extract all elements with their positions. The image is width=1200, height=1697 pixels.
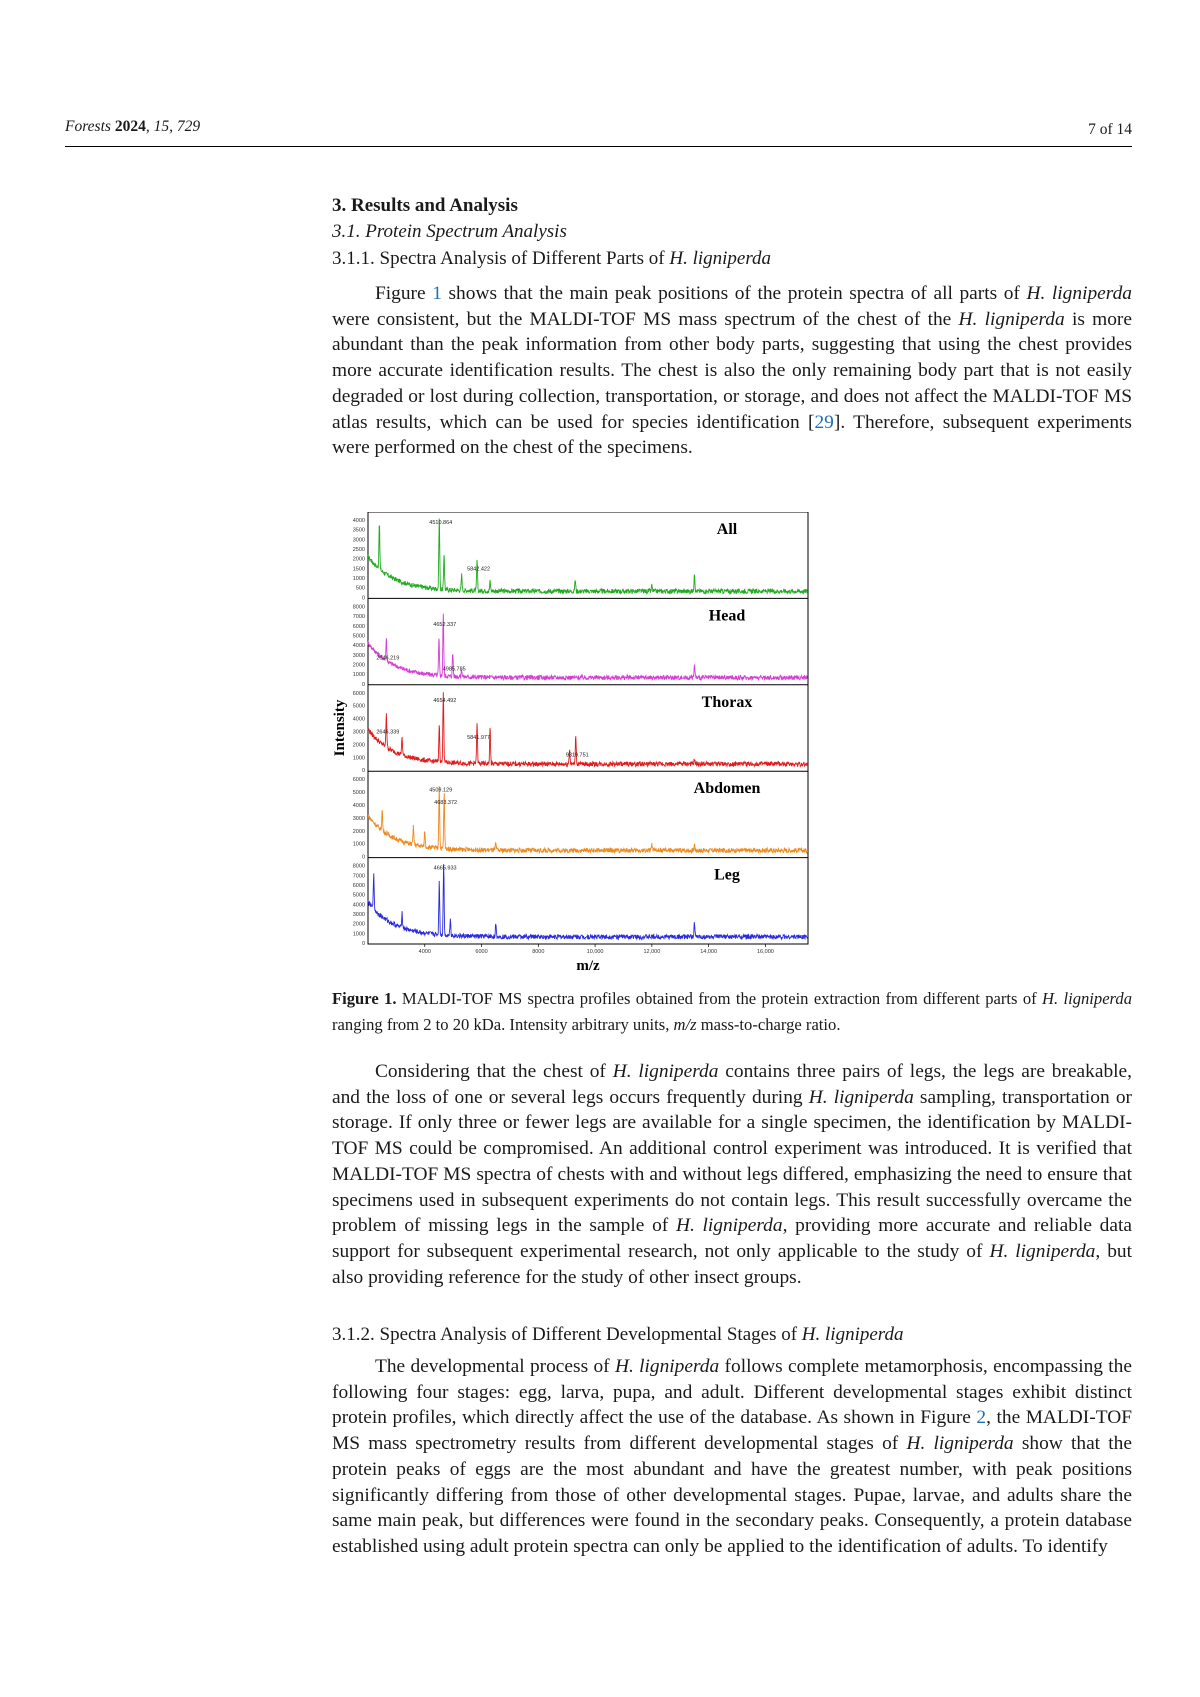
panel-label: All <box>716 521 738 538</box>
species-name: H. ligniperda <box>958 308 1065 330</box>
y-tick-label: 0 <box>361 595 365 602</box>
text: mass-to-charge ratio. <box>696 1014 841 1034</box>
peak-label: 4985.785 <box>442 666 466 673</box>
x-tick-label: 6000 <box>475 949 488 955</box>
y-tick-label: 7000 <box>352 873 365 880</box>
page-header <box>65 118 1132 147</box>
text: ranging from 2 to 20 kDa. Intensity arbitrary units, <box>332 1014 674 1034</box>
peak-label: 4665.933 <box>433 865 457 872</box>
species-name: H. ligniperda <box>612 1061 719 1082</box>
panel-label: Abdomen <box>693 780 761 798</box>
peak-label: 4654.492 <box>433 697 457 704</box>
x-axis-label: m/z <box>576 958 600 974</box>
y-tick-label: 2000 <box>352 556 365 563</box>
figure-1 <box>330 512 810 974</box>
figure-link[interactable]: 2 <box>976 1407 987 1429</box>
text: , the MALDI-TOF MS mass spectrometry results from different developmental stages of <box>332 1407 1132 1455</box>
peak-label: 2646.219 <box>376 655 400 662</box>
text: ]. Therefore, subsequent experiments were performed on the chest of the specimens. <box>332 411 1132 459</box>
citation-link[interactable]: 29 <box>814 411 834 433</box>
peak-label: 4683.372 <box>434 799 458 806</box>
y-tick-label: 3000 <box>352 652 365 659</box>
paragraph-3 <box>332 1354 1132 1560</box>
y-tick-label: 1000 <box>352 576 365 583</box>
paragraph-2 <box>332 1059 1132 1290</box>
y-tick-label: 8000 <box>352 604 365 611</box>
x-tick-label: 4000 <box>418 949 431 955</box>
journal-name: Forests <box>65 118 111 135</box>
text: , providing more accurate and reliable data support for subsequent experimental research, not only applicable to the study of <box>332 1215 1132 1262</box>
figure-label: Figure 1. <box>332 989 397 1008</box>
figure-link[interactable]: 1 <box>432 283 442 304</box>
y-tick-label: 5000 <box>352 703 365 710</box>
text: Figure <box>375 283 433 304</box>
y-tick-label: 3500 <box>352 527 365 534</box>
paragraph-1 <box>332 281 1132 461</box>
species-name: H. ligniperda <box>614 1356 720 1377</box>
page-number: 7 of 14 <box>1088 121 1132 138</box>
x-tick-label: 8000 <box>532 949 545 955</box>
y-tick-label: 5000 <box>352 892 365 899</box>
y-tick-label: 1000 <box>352 755 365 762</box>
journal-volume: 15 <box>153 118 170 135</box>
subsubsection-prefix: 3.1.1. Spectra Analysis of Different Parts of <box>332 248 670 269</box>
y-tick-label: 4000 <box>352 518 365 524</box>
subsubsection-title <box>332 248 1132 270</box>
y-tick-label: 2500 <box>352 547 365 554</box>
y-tick-label: 6000 <box>352 690 365 697</box>
text: , but also providing reference for the study of other insect groups. <box>332 1240 1132 1288</box>
journal-year: 2024 <box>114 118 146 135</box>
y-tick-label: 0 <box>361 854 365 861</box>
y-tick-label: 3000 <box>352 729 365 736</box>
y-tick-label: 5000 <box>352 633 365 640</box>
article-number: 729 <box>176 118 201 135</box>
y-tick-label: 6000 <box>352 623 365 630</box>
subsection-title: 3.1. Protein Spectrum Analysis <box>332 221 567 242</box>
panel-label: Leg <box>714 866 740 884</box>
y-tick-label: 1000 <box>352 672 365 679</box>
text: follows complete metamorphosis, encompassing the following four stages: egg, larva, pupa, and adult. Different developmental stages exhibit distinct protein profiles, which directly affect the use of the database. As shown in Figure <box>332 1356 1132 1429</box>
y-tick-label: 2000 <box>352 742 365 749</box>
peak-label: 4510.864 <box>429 520 453 526</box>
subsubsection-title-2 <box>332 1324 1132 1346</box>
peak-label: 4652.337 <box>433 621 457 628</box>
y-tick-label: 5000 <box>352 790 365 797</box>
peak-label: 9319.751 <box>565 752 589 759</box>
y-tick-label: 4000 <box>352 902 365 909</box>
y-tick-label: 2000 <box>352 662 365 669</box>
peak-label: 4509.129 <box>429 787 453 794</box>
text: were consistent, but the MALDI-TOF MS mass spectrum of the chest of the <box>332 308 959 330</box>
x-tick-label: 16,000 <box>757 949 774 955</box>
x-tick-label: 12,000 <box>643 949 661 955</box>
text: The developmental process of <box>375 1356 615 1377</box>
y-axis-label: Intensity <box>332 699 348 757</box>
species-name: H. ligniperda <box>906 1433 1014 1455</box>
x-tick-label: 14,000 <box>700 949 718 955</box>
y-tick-label: 4000 <box>352 716 365 723</box>
y-tick-label: 500 <box>355 585 365 592</box>
y-tick-label: 3000 <box>352 537 365 544</box>
text: Considering that the chest of <box>375 1061 613 1082</box>
species-name: H. ligniperda <box>989 1240 1096 1262</box>
y-tick-label: 1500 <box>352 566 365 573</box>
peak-label: 5841.977 <box>467 734 491 741</box>
text: show that the protein peaks of eggs are the most abundant and have the greatest number, with peak positions significantly differing from those of other developmental stages. Pupae, larvae, and adults share the same main peak, but differences were found in the secondary peaks. Consequently, a protein database established using adult protein spectra can only be applied to the identification of adults. To identify <box>332 1433 1132 1557</box>
species-name: H. ligniperda <box>1042 989 1132 1008</box>
y-tick-label: 2000 <box>352 921 365 928</box>
y-tick-label: 1000 <box>352 931 365 938</box>
y-tick-label: 1000 <box>352 841 365 848</box>
x-axis <box>419 944 774 955</box>
panel-label: Thorax <box>701 693 753 711</box>
species-name: H. ligniperda <box>808 1086 914 1108</box>
subsubsection-prefix: 3.1.2. Spectra Analysis of Different Developmental Stages of <box>332 1324 802 1345</box>
y-tick-label: 0 <box>361 681 365 688</box>
y-tick-label: 6000 <box>352 882 365 889</box>
text: MALDI-TOF MS spectra profiles obtained from the protein extraction from different parts of <box>396 989 1042 1008</box>
text: sampling, transportation or storage. If only three or fewer legs are available for a single specimen, the identification by MALDI-TOF MS could be compromised. An additional control experiment was introduced. It is verified that MALDI-TOF MS spectra of chests with and without legs differed, emphasizing the need to ensure that specimens used in subsequent experiments do not contain legs. This result successfully overcame the problem of missing legs in the sample of <box>332 1086 1132 1237</box>
y-tick-label: 3000 <box>352 911 365 918</box>
y-tick-label: 0 <box>361 941 365 947</box>
y-tick-label: 4000 <box>352 803 365 809</box>
species-name: H. ligniperda <box>675 1215 783 1237</box>
y-tick-label: 3000 <box>352 815 365 822</box>
spectra-chart <box>330 512 810 974</box>
species-name: H. ligniperda <box>1026 283 1132 304</box>
panel-label: Head <box>708 607 746 625</box>
species-name: H. ligniperda <box>801 1324 904 1345</box>
text: is more abundant than the peak information from other body parts, suggesting that using the chest provides more accurate identification results. The chest is also the only remaining body part that is not easily degraded or lost during collection, transportation, or storage, and does not affect the MALDI-TOF MS atlas results, which can be used for species identification [ <box>332 308 1132 433</box>
peak-label: 5842.422 <box>467 566 491 573</box>
mz-symbol: m/z <box>673 1014 697 1034</box>
y-tick-label: 0 <box>361 768 365 775</box>
text: shows that the main peak positions of the protein spectra of all parts of <box>441 283 1027 304</box>
journal-citation: Forests 2024, 15, 729 <box>65 118 201 135</box>
y-tick-label: 8000 <box>352 863 365 870</box>
x-tick-label: 10,000 <box>586 949 604 955</box>
y-tick-label: 4000 <box>352 643 365 650</box>
species-name: H. ligniperda <box>669 248 772 269</box>
y-tick-label: 2000 <box>352 828 365 835</box>
figure-caption <box>332 986 1132 1037</box>
plot-frame <box>368 512 808 944</box>
y-tick-label: 7000 <box>352 614 365 621</box>
peak-label: 2646.339 <box>376 729 400 736</box>
section-title: 3. Results and Analysis <box>332 195 518 216</box>
text: contains three pairs of legs, the legs are breakable, and the loss of one or several legs occurs frequently during <box>332 1061 1132 1108</box>
y-tick-label: 6000 <box>352 777 365 784</box>
